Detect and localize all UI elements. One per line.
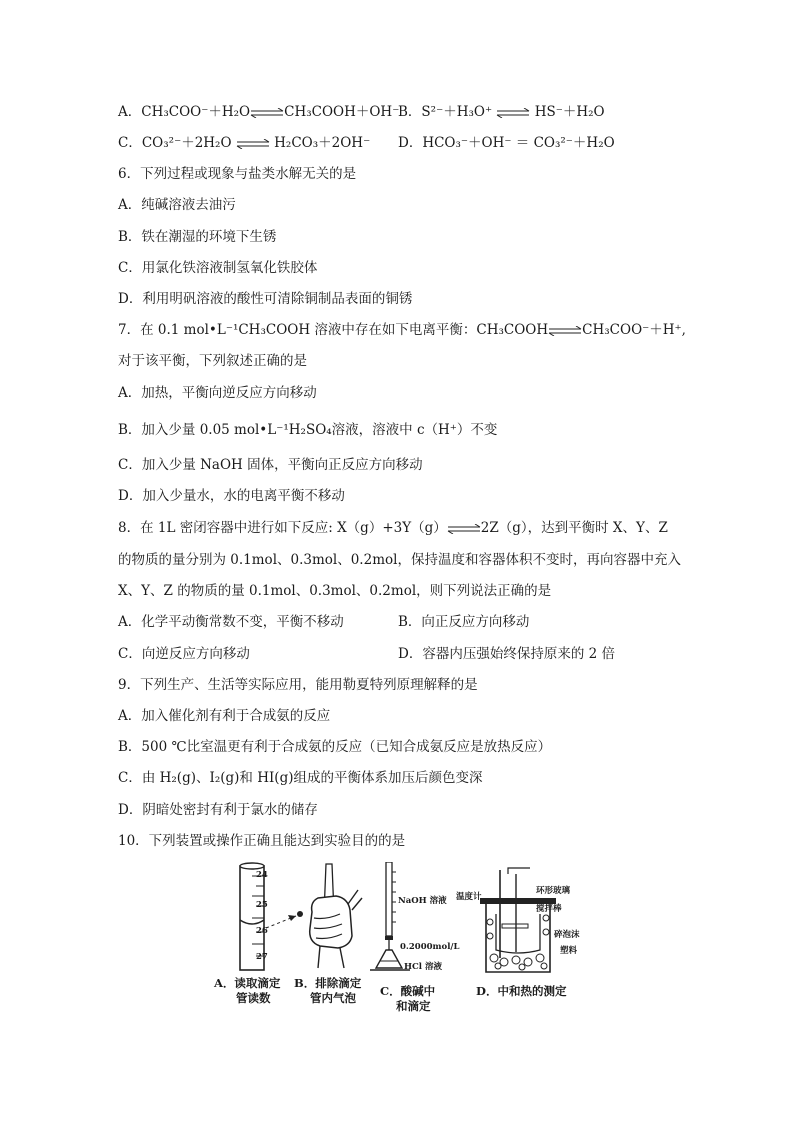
q5-option-c <box>118 134 370 152</box>
caption-b-line-2: 管内气泡 <box>310 991 356 1005</box>
q8-stem-3: X、Y、Z 的物质的量 0.1mol、0.3mol、0.2mol，则下列说法正确的是 <box>118 583 552 599</box>
q6-stem: 6．下列过程或现象与盐类水解无关的是 <box>118 166 357 182</box>
q6-option-d: D．利用明矾溶液的酸性可清除铜制品表面的铜锈 <box>118 291 413 307</box>
burette-mark: 27 <box>256 952 268 962</box>
label-foam-1: 碎泡沫 <box>554 930 580 940</box>
q5-option-d-label: D． <box>398 135 423 151</box>
q5-option-a-left: CH₃COO⁻＋H₂O <box>141 104 251 120</box>
q8-option-c: C．向逆反应方向移动 <box>118 646 250 662</box>
caption-a-line-2: 管读数 <box>236 991 271 1005</box>
q8-stem <box>118 519 668 537</box>
burette-mark: 24 <box>256 870 268 880</box>
q8-stem-right: 2Z（g），达到平衡时 X、Y、Z <box>480 520 668 536</box>
q8-option-d: D．容器内压强始终保持原来的 2 倍 <box>398 646 615 662</box>
q7-option-d: D．加入少量水，水的电离平衡不移动 <box>118 488 345 504</box>
caption-a-line-1: A．读取滴定 <box>214 976 281 990</box>
caption-c-line-1: C．酸碱中 <box>380 984 436 998</box>
burette-bubble-drawing <box>310 864 362 968</box>
q8-stem-left: 8．在 1L 密闭容器中进行如下反应: X（g）+3Y（g） <box>118 520 447 536</box>
q5-option-b-right: HS⁻＋H₂O <box>534 104 605 120</box>
q5-option-c-right: H₂CO₃＋2OH⁻ <box>274 135 371 151</box>
q5-option-c-label: C． <box>118 135 142 151</box>
q8-option-a: A．化学平动衡常数不变，平衡不移动 <box>118 614 344 630</box>
q6-option-c: C．用氯化铁溶液制氢氧化铁胶体 <box>118 260 318 276</box>
equilibrium-arrow-icon <box>447 524 481 534</box>
burette-mark: 25 <box>256 900 268 910</box>
q7-option-c: C．加入少量 NaOH 固体，平衡向正反应方向移动 <box>118 457 423 473</box>
q5-option-a <box>118 103 399 121</box>
q5-option-b-left: S²⁻＋H₃O⁺ <box>421 104 493 120</box>
q5-option-c-left: CO₃²⁻＋2H₂O <box>141 135 232 151</box>
q7-stem-right: CH₃COO⁻＋H⁺, <box>582 322 686 338</box>
q8-stem-2: 的物质的量分别为 0.1mol、0.3mol、0.2mol，保持温度和容器体积不变时，再向容器中充入 <box>118 552 681 568</box>
q8-option-b: B．向正反应方向移动 <box>398 614 530 630</box>
label-thermometer: 温度计 <box>456 892 482 902</box>
caption-b-line-1: B．排除滴定 <box>294 976 362 990</box>
q7-option-a: A．加热，平衡向逆反应方向移动 <box>118 385 317 401</box>
equilibrium-arrow-icon <box>548 326 582 336</box>
q9-stem: 9．下列生产、生活等实际应用，能用勒夏特列原理解释的是 <box>118 677 478 693</box>
label-stirrer-2: 搅拌棒 <box>536 904 562 914</box>
q6-option-a: A．纯碱溶液去油污 <box>118 197 236 213</box>
titration-drawing <box>370 862 410 970</box>
label-concentration: 0.2000mol/L <box>400 942 460 952</box>
caption-b <box>294 976 361 1006</box>
label-foam-2: 塑料 <box>560 946 578 956</box>
caption-c <box>380 984 435 1014</box>
q6-option-b: B．铁在潮湿的环境下生锈 <box>118 229 277 245</box>
caption-d-line-1: D．中和热的测定 <box>476 984 567 998</box>
q5-option-b-label: B． <box>398 104 422 120</box>
q9-option-d: D．阴暗处密封有利于氯水的储存 <box>118 802 318 818</box>
q5-option-a-right: CH₃COOH＋OH⁻ <box>284 104 400 120</box>
caption-a <box>214 976 280 1006</box>
caption-d <box>476 984 566 999</box>
burette-reading-drawing <box>240 863 303 970</box>
q5-option-d-text: HCO₃⁻＋OH⁻ ＝ CO₃²⁻＋H₂O <box>422 135 615 151</box>
q7-stem-2: 对于该平衡，下列叙述正确的是 <box>118 353 307 369</box>
q9-option-c: C．由 H₂(g)、I₂(g)和 HI(g)组成的平衡体系加压后颜色变深 <box>118 770 483 786</box>
caption-c-line-2: 和滴定 <box>396 999 431 1013</box>
q7-stem <box>118 321 686 339</box>
q9-option-b: B．500 ℃比室温更有利于合成氨的反应（已知合成氨反应是放热反应） <box>118 739 552 755</box>
label-naoh: NaOH 溶液 <box>398 896 447 906</box>
equilibrium-arrow-icon <box>496 108 530 118</box>
equilibrium-arrow-icon <box>236 139 270 149</box>
label-hcl: HCl 溶液 <box>404 962 442 972</box>
equilibrium-arrow-icon <box>250 108 284 118</box>
q7-stem-left: 7．在 0.1 mol•L⁻¹CH₃COOH 溶液中存在如下电离平衡：CH₃COOH <box>118 322 549 338</box>
q9-option-a: A．加入催化剂有利于合成氨的反应 <box>118 708 331 724</box>
label-stirrer-1: 环形玻璃 <box>536 886 571 896</box>
burette-mark: 26 <box>256 926 268 936</box>
q10-apparatus-figure <box>200 862 620 1022</box>
q5-option-a-label: A． <box>118 104 142 120</box>
q5-option-d <box>398 134 615 152</box>
q7-option-b: B．加入少量 0.05 mol•L⁻¹H₂SO₄溶液，溶液中 c（H⁺）不变 <box>118 422 498 438</box>
q5-option-b <box>398 103 605 121</box>
q10-stem: 10．下列装置或操作正确且能达到实验目的的是 <box>118 833 406 849</box>
